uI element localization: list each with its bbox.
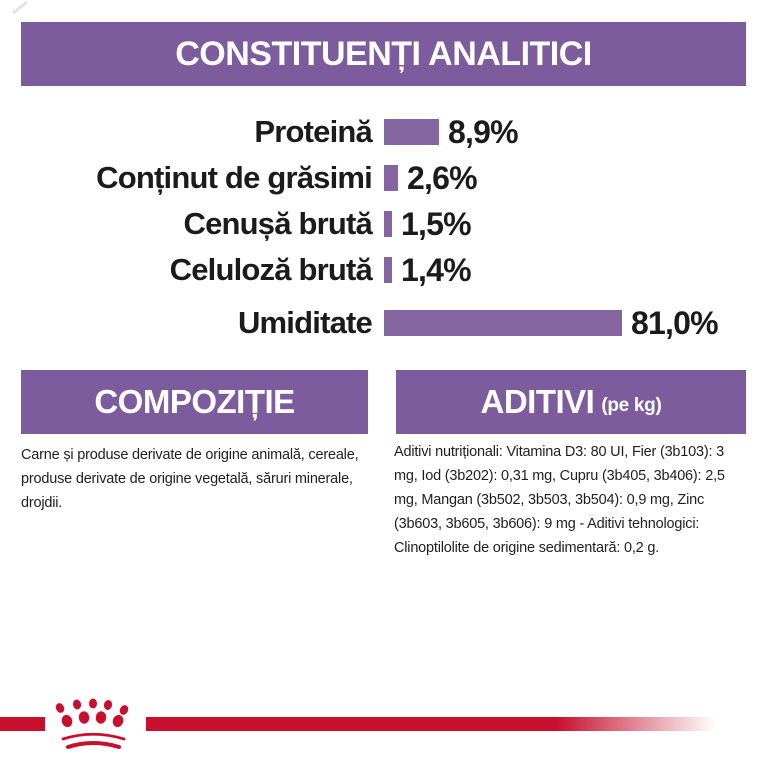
title-banner (21, 22, 746, 86)
nutrient-value: 1,4% (401, 251, 471, 288)
nutrient-bar (384, 119, 439, 145)
crown-dots (54, 699, 130, 729)
nutrient-value: 1,5% (401, 205, 471, 242)
bar-area (384, 252, 471, 289)
additives-header-label: ADITIVI (480, 383, 595, 420)
additives-header-unit: (pe kg) (601, 395, 662, 416)
footer-band-left (0, 717, 45, 731)
nutrient-value: 2,6% (407, 159, 477, 196)
section-header-composition (21, 370, 368, 434)
corner-artifact (12, 1, 28, 14)
nutrient-value: 8,9% (448, 113, 518, 150)
bar-area (384, 160, 477, 197)
section-header-additives (396, 370, 746, 434)
bar-area (384, 305, 718, 342)
composition-body: Carne și produse derivate de origine animală, cereale, produse derivate de origine vegetală, săruri minerale, drojdii. (21, 447, 359, 511)
nutrient-label: Conținut de grăsimi (96, 160, 372, 195)
analytical-chart (0, 109, 768, 346)
composition-header-label: COMPOZIȚIE (94, 383, 295, 420)
crown-arcs (63, 734, 124, 747)
nutrient-bar (384, 310, 622, 336)
nutrient-label: Proteină (254, 114, 372, 149)
footer-band-right (146, 717, 716, 731)
bar-area (384, 206, 471, 243)
additives-body: Aditivi nutriționali: Vitamina D3: 80 UI, Fier (3b103): 3 mg, Iod (3b202): 0,31 mg, Cupru (3b405, 3b406): 2,5 mg, Mangan (3b502, 3b503, 3b504): 0,9 mg, Zinc (3b603, 3b605, 3b606): 9 mg - Aditivi tehnologici: Clinoptilolite de origine sedimentară: 0,2 g. (394, 444, 725, 556)
chart-row (0, 155, 768, 201)
chart-row (0, 247, 768, 293)
bar-area (384, 114, 518, 151)
chart-row (0, 300, 768, 346)
nutrient-value: 81,0% (631, 304, 718, 341)
nutrient-bar (384, 257, 392, 283)
nutrient-label: Celuloză brută (169, 252, 372, 287)
nutrient-bar (384, 211, 392, 237)
royal-canin-crown-logo (48, 692, 138, 752)
nutrient-label: Umiditate (237, 305, 372, 340)
nutrient-bar (384, 165, 398, 191)
chart-row (0, 109, 768, 155)
page-title: CONSTITUENȚI ANALITICI (175, 34, 592, 73)
nutrient-label: Cenușă brută (183, 206, 372, 241)
chart-row (0, 201, 768, 247)
